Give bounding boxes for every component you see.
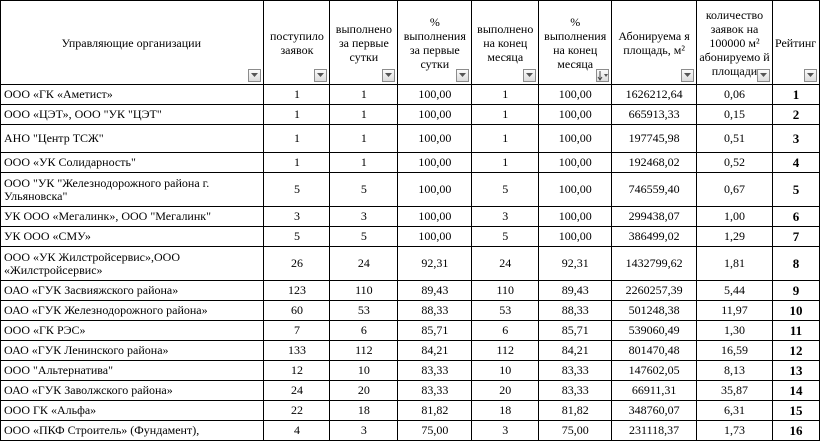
cell-done-first-day[interactable]: 24 [330,247,398,281]
cell-area[interactable]: 231118,37 [612,421,697,441]
cell-done-month-end[interactable]: 1 [472,153,539,173]
cell-pct-month-end[interactable]: 100,00 [539,105,612,125]
table-row[interactable] [1,227,820,247]
cell-pct-month-end[interactable]: 100,00 [539,125,612,153]
filter-dropdown-icon[interactable] [681,69,694,82]
cell-received[interactable]: 5 [264,227,330,247]
cell-done-first-day[interactable]: 3 [330,207,398,227]
cell-org[interactable]: ООО "Альтернатива" [1,361,264,381]
cell-rank[interactable]: 16 [772,421,819,441]
cell-rank[interactable]: 3 [772,125,819,153]
cell-done-month-end[interactable]: 10 [472,361,539,381]
cell-done-month-end[interactable]: 53 [472,301,539,321]
cell-org[interactable]: ООО «ПКФ Строитель» (Фундамент), [1,421,264,441]
cell-per-100k[interactable]: 1,81 [697,247,773,281]
cell-done-first-day[interactable]: 110 [330,281,398,301]
cell-pct-first-day[interactable]: 100,00 [398,85,472,105]
cell-area[interactable]: 539060,49 [612,321,697,341]
cell-pct-month-end[interactable]: 100,00 [539,85,612,105]
cell-received[interactable]: 1 [264,85,330,105]
cell-pct-month-end[interactable]: 92,31 [539,247,612,281]
table-row[interactable] [1,401,820,421]
cell-org[interactable]: ООО «УК Жилстройсервис»,ООО «Жилстройсервис» [1,247,264,281]
cell-per-100k[interactable]: 5,44 [697,281,773,301]
table-row[interactable] [1,381,820,401]
cell-pct-month-end[interactable]: 100,00 [539,227,612,247]
cell-pct-first-day[interactable]: 100,00 [398,207,472,227]
cell-pct-first-day[interactable]: 88,33 [398,301,472,321]
cell-rank[interactable]: 6 [772,207,819,227]
filter-dropdown-icon[interactable] [804,69,817,82]
cell-pct-first-day[interactable]: 92,31 [398,247,472,281]
cell-rank[interactable]: 12 [772,341,819,361]
filter-dropdown-icon[interactable] [314,69,327,82]
cell-rank[interactable]: 5 [772,173,819,207]
cell-area[interactable]: 348760,07 [612,401,697,421]
cell-org[interactable]: ОАО «ГУК Железнодорожного района» [1,301,264,321]
cell-rank[interactable]: 4 [772,153,819,173]
cell-done-first-day[interactable]: 1 [330,105,398,125]
cell-per-100k[interactable]: 0,15 [697,105,773,125]
table-row[interactable] [1,85,820,105]
cell-pct-month-end[interactable]: 100,00 [539,173,612,207]
cell-pct-month-end[interactable]: 83,33 [539,361,612,381]
cell-done-month-end[interactable]: 18 [472,401,539,421]
cell-received[interactable]: 12 [264,361,330,381]
cell-rank[interactable]: 10 [772,301,819,321]
cell-per-100k[interactable]: 0,51 [697,125,773,153]
column-header-per-100k[interactable]: количество заявок на 100000 м² абонируемо й площади [697,1,773,85]
cell-received[interactable]: 1 [264,125,330,153]
cell-pct-month-end[interactable]: 75,00 [539,421,612,441]
cell-rank[interactable]: 15 [772,401,819,421]
cell-received[interactable]: 3 [264,207,330,227]
cell-received[interactable]: 133 [264,341,330,361]
cell-received[interactable]: 1 [264,105,330,125]
cell-area[interactable]: 66911,31 [612,381,697,401]
cell-pct-month-end[interactable]: 81,82 [539,401,612,421]
cell-org[interactable]: ООО «ГК «Аметист» [1,85,264,105]
table-row[interactable] [1,125,820,153]
cell-done-first-day[interactable]: 112 [330,341,398,361]
cell-done-first-day[interactable]: 1 [330,153,398,173]
cell-done-first-day[interactable]: 6 [330,321,398,341]
cell-per-100k[interactable]: 16,59 [697,341,773,361]
cell-done-month-end[interactable]: 1 [472,125,539,153]
cell-received[interactable]: 7 [264,321,330,341]
cell-org[interactable]: АНО "Центр ТСЖ" [1,125,264,153]
cell-per-100k[interactable]: 1,30 [697,321,773,341]
cell-done-month-end[interactable]: 110 [472,281,539,301]
cell-rank[interactable]: 2 [772,105,819,125]
column-header-org[interactable]: Управляющие организации [1,1,264,85]
cell-area[interactable]: 197745,98 [612,125,697,153]
cell-pct-first-day[interactable]: 89,43 [398,281,472,301]
cell-done-month-end[interactable]: 5 [472,227,539,247]
cell-per-100k[interactable]: 0,52 [697,153,773,173]
cell-per-100k[interactable]: 8,13 [697,361,773,381]
cell-org[interactable]: ООО «ГК РЭС» [1,321,264,341]
cell-pct-first-day[interactable]: 100,00 [398,105,472,125]
cell-pct-first-day[interactable]: 83,33 [398,381,472,401]
column-header-received[interactable]: поступило заявок [264,1,330,85]
cell-per-100k[interactable]: 6,31 [697,401,773,421]
cell-received[interactable]: 22 [264,401,330,421]
cell-done-month-end[interactable]: 1 [472,105,539,125]
cell-pct-month-end[interactable]: 85,71 [539,321,612,341]
cell-done-first-day[interactable]: 53 [330,301,398,321]
cell-done-first-day[interactable]: 10 [330,361,398,381]
cell-done-first-day[interactable]: 1 [330,125,398,153]
cell-area[interactable]: 501248,38 [612,301,697,321]
cell-per-100k[interactable]: 11,97 [697,301,773,321]
cell-pct-month-end[interactable]: 100,00 [539,207,612,227]
cell-area[interactable]: 299438,07 [612,207,697,227]
cell-org[interactable]: ООО «УК Солидарность" [1,153,264,173]
cell-area[interactable]: 665913,33 [612,105,697,125]
cell-org[interactable]: ООО ГК «Альфа» [1,401,264,421]
cell-received[interactable]: 123 [264,281,330,301]
cell-done-first-day[interactable]: 5 [330,173,398,207]
cell-done-month-end[interactable]: 3 [472,207,539,227]
cell-pct-month-end[interactable]: 88,33 [539,301,612,321]
cell-org[interactable]: ООО "УК "Железнодорожного района г. Ульяновска" [1,173,264,207]
cell-received[interactable]: 26 [264,247,330,281]
filter-dropdown-icon[interactable] [523,69,536,82]
cell-area[interactable]: 801470,48 [612,341,697,361]
table-row[interactable] [1,153,820,173]
table-row[interactable] [1,207,820,227]
cell-done-month-end[interactable]: 112 [472,341,539,361]
cell-done-first-day[interactable]: 20 [330,381,398,401]
cell-received[interactable]: 24 [264,381,330,401]
sort-descending-icon[interactable] [596,69,609,82]
header-row [1,1,820,85]
cell-pct-first-day[interactable]: 100,00 [398,173,472,207]
cell-area[interactable]: 1626212,64 [612,85,697,105]
table-row[interactable] [1,341,820,361]
cell-area[interactable]: 1432799,62 [612,247,697,281]
cell-done-first-day[interactable]: 5 [330,227,398,247]
cell-per-100k[interactable]: 1,00 [697,207,773,227]
cell-per-100k[interactable]: 1,73 [697,421,773,441]
cell-done-month-end[interactable]: 3 [472,421,539,441]
cell-pct-first-day[interactable]: 100,00 [398,227,472,247]
cell-pct-first-day[interactable]: 100,00 [398,125,472,153]
cell-pct-first-day[interactable]: 100,00 [398,153,472,173]
cell-per-100k[interactable]: 35,87 [697,381,773,401]
table-row[interactable] [1,421,820,441]
cell-done-first-day[interactable]: 1 [330,85,398,105]
cell-area[interactable]: 386499,02 [612,227,697,247]
table-row[interactable] [1,173,820,207]
cell-org[interactable]: ОАО «ГУК Засвияжского района» [1,281,264,301]
cell-pct-first-day[interactable]: 75,00 [398,421,472,441]
cell-per-100k[interactable]: 0,06 [697,85,773,105]
cell-rank[interactable]: 1 [772,85,819,105]
cell-received[interactable]: 60 [264,301,330,321]
table-row[interactable] [1,247,820,281]
cell-received[interactable]: 5 [264,173,330,207]
cell-area[interactable]: 192468,02 [612,153,697,173]
cell-area[interactable]: 147602,05 [612,361,697,381]
column-header-area[interactable]: Абонируема я площадь, м² [612,1,697,85]
cell-pct-first-day[interactable]: 85,71 [398,321,472,341]
cell-pct-month-end[interactable]: 83,33 [539,381,612,401]
cell-done-month-end[interactable]: 5 [472,173,539,207]
cell-rank[interactable]: 8 [772,247,819,281]
filter-dropdown-icon[interactable] [382,69,395,82]
cell-rank[interactable]: 13 [772,361,819,381]
cell-done-first-day[interactable]: 3 [330,421,398,441]
filter-dropdown-icon[interactable] [757,69,770,82]
filter-dropdown-icon[interactable] [456,69,469,82]
cell-per-100k[interactable]: 0,67 [697,173,773,207]
cell-done-month-end[interactable]: 1 [472,85,539,105]
cell-area[interactable]: 746559,40 [612,173,697,207]
table-row[interactable] [1,301,820,321]
cell-org[interactable]: УК ООО «Мегалинк», ООО "Мегалинк" [1,207,264,227]
cell-received[interactable]: 4 [264,421,330,441]
cell-done-month-end[interactable]: 20 [472,381,539,401]
cell-org[interactable]: ОАО «ГУК Ленинского района» [1,341,264,361]
cell-org[interactable]: ОАО «ГУК Заволжского района» [1,381,264,401]
cell-rank[interactable]: 14 [772,381,819,401]
column-header-done-month-end[interactable]: выполнено на конец месяца [472,1,539,85]
cell-done-first-day[interactable]: 18 [330,401,398,421]
column-header-pct-month-end[interactable]: % выполнения на конец месяца [539,1,612,85]
cell-org[interactable]: УК ООО «СМУ» [1,227,264,247]
cell-pct-month-end[interactable]: 89,43 [539,281,612,301]
table-row[interactable] [1,105,820,125]
cell-pct-month-end[interactable]: 100,00 [539,153,612,173]
cell-area[interactable]: 2260257,39 [612,281,697,301]
table-row[interactable] [1,361,820,381]
filter-dropdown-icon[interactable] [248,69,261,82]
cell-rank[interactable]: 9 [772,281,819,301]
column-header-done-first-day[interactable]: выполнено за первые сутки [330,1,398,85]
table-row[interactable] [1,281,820,301]
cell-pct-first-day[interactable]: 81,82 [398,401,472,421]
cell-done-month-end[interactable]: 6 [472,321,539,341]
cell-pct-first-day[interactable]: 83,33 [398,361,472,381]
cell-pct-month-end[interactable]: 84,21 [539,341,612,361]
cell-rank[interactable]: 7 [772,227,819,247]
cell-rank[interactable]: 11 [772,321,819,341]
cell-received[interactable]: 1 [264,153,330,173]
cell-per-100k[interactable]: 1,29 [697,227,773,247]
column-header-pct-first-day[interactable]: % выполнения за первые сутки [398,1,472,85]
cell-pct-first-day[interactable]: 84,21 [398,341,472,361]
table-row[interactable] [1,321,820,341]
cell-done-month-end[interactable]: 24 [472,247,539,281]
column-header-rank[interactable]: Рейтинг [772,1,819,85]
cell-org[interactable]: ООО «ЦЭТ», ООО "УК "ЦЭТ" [1,105,264,125]
